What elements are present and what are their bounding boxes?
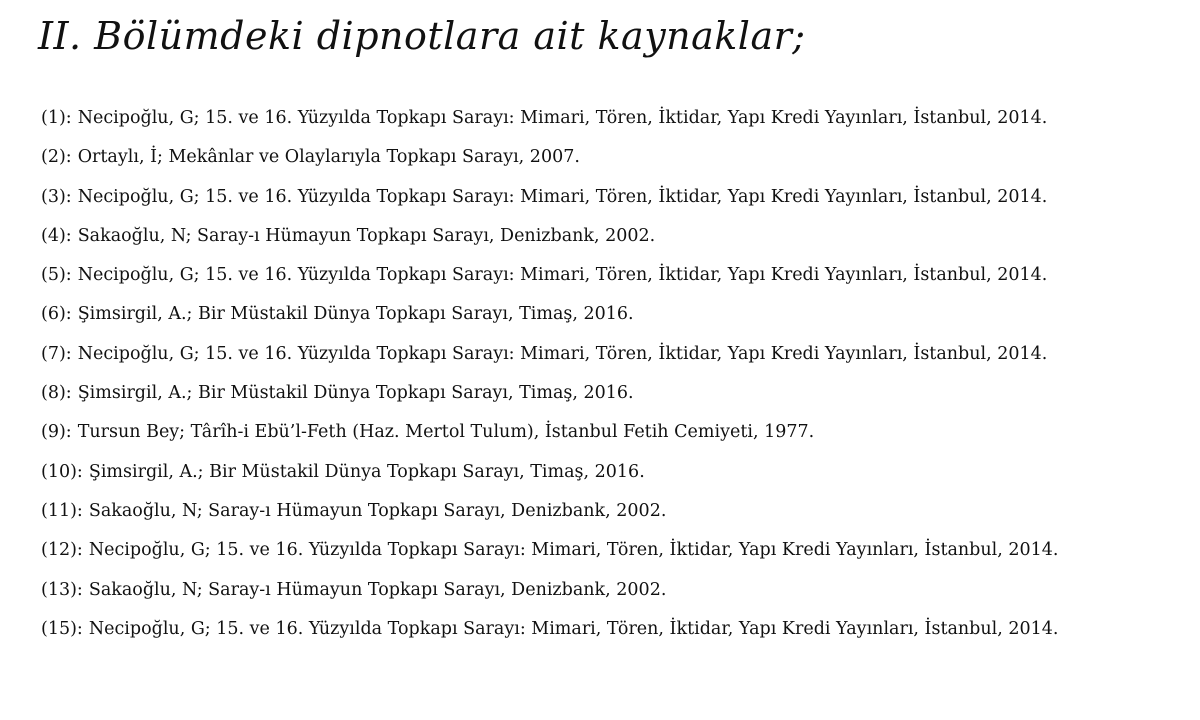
reference-item <box>41 532 1058 571</box>
reference-number: (9): <box>41 422 72 443</box>
reference-number: (1): <box>41 108 72 128</box>
reference-text: Necipoğlu, G; 15. ve 16. Yüzyılda Topkapı Sarayı: Mimari, Tören, İktidar, Yapı Kredi Yayınları, İstanbul, 2014. <box>77 108 1048 128</box>
reference-text: Necipoğlu, G; 15. ve 16. Yüzyılda Topkapı Sarayı: Mimari, Tören, İktidar, Yapı Kredi Yayınları, İstanbul, 2014. <box>77 186 1048 207</box>
reference-item <box>41 336 1058 375</box>
reference-number: (10): <box>41 461 83 482</box>
reference-text: Tursun Bey; Târîh-i Ebü’l-Feth (Haz. Mertol Tulum), İstanbul Fetih Cemiyeti, 1977. <box>77 422 815 443</box>
reference-text: Necipoğlu, G; 15. ve 16. Yüzyılda Topkapı Sarayı: Mimari, Tören, İktidar, Yapı Kredi Yayınları, İstanbul, 2014. <box>88 540 1059 561</box>
page-title: II. Bölümdeki dipnotlara ait kaynaklar; <box>38 14 806 58</box>
reference-text: Necipoğlu, G; 15. ve 16. Yüzyılda Topkapı Sarayı: Mimari, Tören, İktidar, Yapı Kredi Yayınları, İstanbul, 2014. <box>77 265 1048 286</box>
reference-number: (15): <box>41 618 83 639</box>
reference-text: Necipoğlu, G; 15. ve 16. Yüzyılda Topkapı Sarayı: Mimari, Tören, İktidar, Yapı Kredi Yayınları, İstanbul, 2014. <box>77 343 1048 364</box>
reference-item <box>41 100 1058 139</box>
reference-number: (3): <box>41 186 72 207</box>
reference-number: (7): <box>41 343 72 364</box>
reference-item <box>41 218 1058 257</box>
reference-text: Sakaoğlu, N; Saray-ı Hümayun Topkapı Sarayı, Denizbank, 2002. <box>88 579 667 600</box>
reference-item <box>41 572 1058 611</box>
reference-text: Şimsirgil, A.; Bir Müstakil Dünya Topkapı Sarayı, Timaş, 2016. <box>77 383 634 404</box>
reference-text: Necipoğlu, G; 15. ve 16. Yüzyılda Topkapı Sarayı: Mimari, Tören, İktidar, Yapı Kredi Yayınları, İstanbul, 2014. <box>88 618 1059 639</box>
reference-number: (8): <box>41 383 72 404</box>
reference-item <box>41 611 1058 650</box>
reference-item <box>41 139 1058 178</box>
reference-number: (11): <box>41 500 83 521</box>
reference-number: (2): <box>41 147 72 168</box>
reference-item <box>41 179 1058 218</box>
reference-item <box>41 296 1058 335</box>
reference-text: Sakaoğlu, N; Saray-ı Hümayun Topkapı Sarayı, Denizbank, 2002. <box>88 500 667 521</box>
reference-text: Şimsirgil, A.; Bir Müstakil Dünya Topkapı Sarayı, Timaş, 2016. <box>88 461 645 482</box>
reference-number: (13): <box>41 579 83 600</box>
reference-list <box>41 100 1058 650</box>
reference-number: (12): <box>41 540 83 561</box>
reference-item <box>41 257 1058 296</box>
reference-number: (6): <box>41 304 72 325</box>
reference-text: Ortaylı, İ; Mekânlar ve Olaylarıyla Topkapı Sarayı, 2007. <box>77 147 580 168</box>
reference-item <box>41 375 1058 414</box>
reference-item <box>41 414 1058 453</box>
reference-number: (4): <box>41 225 72 246</box>
reference-text: Şimsirgil, A.; Bir Müstakil Dünya Topkapı Sarayı, Timaş, 2016. <box>77 304 634 325</box>
reference-text: Sakaoğlu, N; Saray-ı Hümayun Topkapı Sarayı, Denizbank, 2002. <box>77 225 656 246</box>
reference-item <box>41 493 1058 532</box>
reference-number: (5): <box>41 265 72 286</box>
reference-item <box>41 454 1058 493</box>
